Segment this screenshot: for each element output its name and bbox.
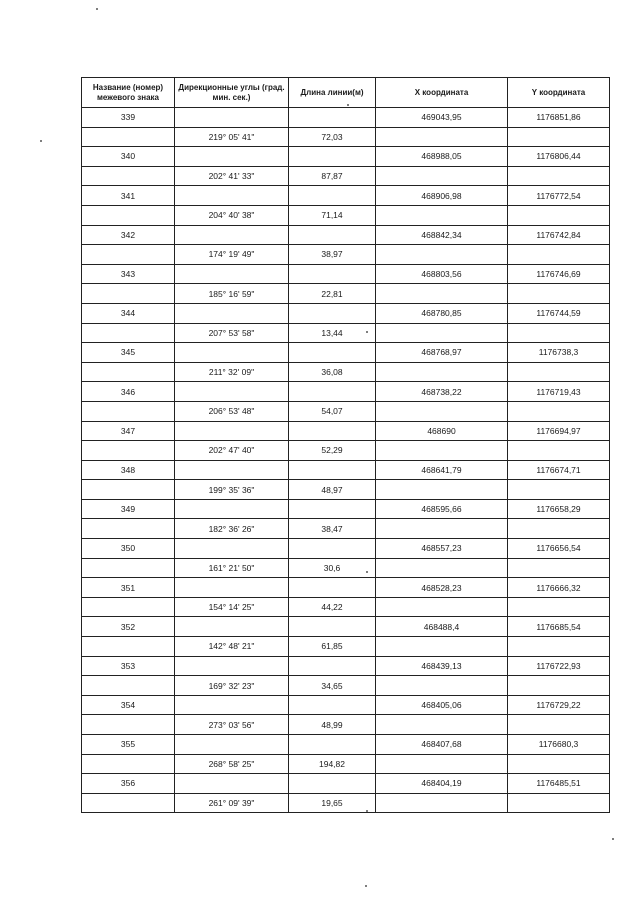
segment-row [82, 245, 610, 265]
angle-cell [175, 382, 289, 402]
line-length: 194,82 [289, 754, 376, 774]
direction-angle: 202° 41' 33" [175, 166, 289, 186]
point-row [82, 578, 610, 598]
point-row [82, 303, 610, 323]
point-row [82, 108, 610, 128]
point-row [82, 343, 610, 363]
x-coordinate [376, 323, 508, 343]
x-coordinate: 468595,66 [376, 499, 508, 519]
point-name [82, 205, 175, 225]
y-coordinate: 1176738,3 [508, 343, 610, 363]
direction-angle: 261° 09' 39" [175, 793, 289, 813]
point-row [82, 617, 610, 637]
length-cell [289, 735, 376, 755]
point-name: 340 [82, 147, 175, 167]
point-name [82, 637, 175, 657]
length-cell [289, 303, 376, 323]
length-cell [289, 539, 376, 559]
point-name: 348 [82, 460, 175, 480]
x-coordinate [376, 245, 508, 265]
point-name: 344 [82, 303, 175, 323]
x-coordinate [376, 519, 508, 539]
scan-speck [40, 140, 42, 142]
x-coordinate [376, 127, 508, 147]
length-cell [289, 186, 376, 206]
x-coordinate [376, 793, 508, 813]
y-coordinate [508, 362, 610, 382]
y-coordinate [508, 323, 610, 343]
x-coordinate: 468404,19 [376, 774, 508, 794]
direction-angle: 211° 32' 09" [175, 362, 289, 382]
x-coordinate [376, 362, 508, 382]
x-coordinate: 469043,95 [376, 108, 508, 128]
y-coordinate [508, 166, 610, 186]
angle-cell [175, 186, 289, 206]
direction-angle: 202° 47' 40" [175, 441, 289, 461]
length-cell [289, 617, 376, 637]
segment-row [82, 166, 610, 186]
y-coordinate [508, 127, 610, 147]
angle-cell [175, 225, 289, 245]
header-length: Длина линии(м) [289, 78, 376, 108]
segment-row [82, 597, 610, 617]
y-coordinate: 1176746,69 [508, 264, 610, 284]
x-coordinate [376, 480, 508, 500]
segment-row [82, 676, 610, 696]
line-length: 44,22 [289, 597, 376, 617]
y-coordinate: 1176656,54 [508, 539, 610, 559]
x-coordinate [376, 205, 508, 225]
x-coordinate [376, 558, 508, 578]
length-cell [289, 695, 376, 715]
y-coordinate [508, 480, 610, 500]
length-cell [289, 264, 376, 284]
point-row [82, 225, 610, 245]
x-coordinate [376, 441, 508, 461]
point-row [82, 382, 610, 402]
x-coordinate [376, 715, 508, 735]
angle-cell [175, 656, 289, 676]
angle-cell [175, 460, 289, 480]
point-name [82, 401, 175, 421]
line-length: 38,47 [289, 519, 376, 539]
segment-row [82, 519, 610, 539]
x-coordinate: 468803,56 [376, 264, 508, 284]
direction-angle: 182° 36' 26" [175, 519, 289, 539]
angle-cell [175, 774, 289, 794]
x-coordinate [376, 754, 508, 774]
x-coordinate [376, 401, 508, 421]
direction-angle: 161° 21' 50" [175, 558, 289, 578]
y-coordinate [508, 597, 610, 617]
segment-row [82, 558, 610, 578]
direction-angle: 185° 16' 59" [175, 284, 289, 304]
point-name: 342 [82, 225, 175, 245]
line-length: 30,6 [289, 558, 376, 578]
segment-row [82, 401, 610, 421]
y-coordinate: 1176851,86 [508, 108, 610, 128]
length-cell [289, 382, 376, 402]
point-name [82, 715, 175, 735]
length-cell [289, 578, 376, 598]
point-name [82, 284, 175, 304]
y-coordinate: 1176674,71 [508, 460, 610, 480]
point-row [82, 186, 610, 206]
point-name [82, 793, 175, 813]
y-coordinate [508, 245, 610, 265]
segment-row [82, 793, 610, 813]
y-coordinate [508, 676, 610, 696]
y-coordinate [508, 754, 610, 774]
line-length: 87,87 [289, 166, 376, 186]
segment-row [82, 480, 610, 500]
point-name: 356 [82, 774, 175, 794]
length-cell [289, 421, 376, 441]
scan-speck [366, 331, 368, 333]
direction-angle: 219° 05' 41" [175, 127, 289, 147]
line-length: 72,03 [289, 127, 376, 147]
segment-row [82, 127, 610, 147]
point-row [82, 695, 610, 715]
x-coordinate: 468690 [376, 421, 508, 441]
segment-row [82, 715, 610, 735]
y-coordinate: 1176742,84 [508, 225, 610, 245]
boundary-coordinates-table [81, 77, 610, 813]
point-name [82, 597, 175, 617]
direction-angle: 204° 40' 38" [175, 205, 289, 225]
direction-angle: 154° 14' 25" [175, 597, 289, 617]
line-length: 19,65 [289, 793, 376, 813]
y-coordinate: 1176685,54 [508, 617, 610, 637]
segment-row [82, 441, 610, 461]
y-coordinate [508, 558, 610, 578]
scan-speck [347, 104, 349, 106]
point-name [82, 754, 175, 774]
direction-angle: 169° 32' 23" [175, 676, 289, 696]
direction-angle: 206° 53' 48" [175, 401, 289, 421]
point-row [82, 264, 610, 284]
length-cell [289, 656, 376, 676]
point-name: 341 [82, 186, 175, 206]
angle-cell [175, 735, 289, 755]
angle-cell [175, 539, 289, 559]
x-coordinate: 468488,4 [376, 617, 508, 637]
x-coordinate: 468405,06 [376, 695, 508, 715]
x-coordinate [376, 597, 508, 617]
angle-cell [175, 617, 289, 637]
y-coordinate: 1176772,54 [508, 186, 610, 206]
line-length: 36,08 [289, 362, 376, 382]
x-coordinate: 468906,98 [376, 186, 508, 206]
x-coordinate [376, 676, 508, 696]
y-coordinate: 1176719,43 [508, 382, 610, 402]
direction-angle: 174° 19' 49" [175, 245, 289, 265]
point-name: 350 [82, 539, 175, 559]
line-length: 38,97 [289, 245, 376, 265]
direction-angle: 142° 48' 21" [175, 637, 289, 657]
line-length: 48,99 [289, 715, 376, 735]
segment-row [82, 284, 610, 304]
header-angles: Дирекционные углы (град. мин. сек.) [175, 78, 289, 108]
point-name [82, 676, 175, 696]
y-coordinate [508, 205, 610, 225]
y-coordinate: 1176658,29 [508, 499, 610, 519]
length-cell [289, 147, 376, 167]
y-coordinate: 1176666,32 [508, 578, 610, 598]
angle-cell [175, 421, 289, 441]
x-coordinate: 468738,22 [376, 382, 508, 402]
angle-cell [175, 343, 289, 363]
point-name: 339 [82, 108, 175, 128]
y-coordinate [508, 284, 610, 304]
point-name: 349 [82, 499, 175, 519]
direction-angle: 199° 35' 36" [175, 480, 289, 500]
point-name: 346 [82, 382, 175, 402]
point-row [82, 656, 610, 676]
header-name: Название (номер) межевого знака [82, 78, 175, 108]
y-coordinate [508, 519, 610, 539]
direction-angle: 207° 53' 58" [175, 323, 289, 343]
scan-speck [96, 8, 98, 10]
point-row [82, 499, 610, 519]
x-coordinate: 468641,79 [376, 460, 508, 480]
x-coordinate: 468780,85 [376, 303, 508, 323]
x-coordinate: 468842,34 [376, 225, 508, 245]
direction-angle: 273° 03' 56" [175, 715, 289, 735]
point-row [82, 539, 610, 559]
angle-cell [175, 264, 289, 284]
y-coordinate [508, 637, 610, 657]
scan-speck [366, 810, 368, 812]
segment-row [82, 323, 610, 343]
angle-cell [175, 303, 289, 323]
segment-row [82, 754, 610, 774]
point-name [82, 127, 175, 147]
y-coordinate [508, 793, 610, 813]
scan-speck [365, 885, 367, 887]
segment-row [82, 205, 610, 225]
y-coordinate: 1176680,3 [508, 735, 610, 755]
point-name [82, 166, 175, 186]
point-row [82, 460, 610, 480]
length-cell [289, 499, 376, 519]
point-name: 345 [82, 343, 175, 363]
point-name: 352 [82, 617, 175, 637]
table-header-row [82, 78, 610, 108]
point-name [82, 441, 175, 461]
x-coordinate: 468439,13 [376, 656, 508, 676]
angle-cell [175, 499, 289, 519]
length-cell [289, 108, 376, 128]
x-coordinate: 468557,23 [376, 539, 508, 559]
line-length: 13,44 [289, 323, 376, 343]
x-coordinate: 468407,68 [376, 735, 508, 755]
direction-angle: 268° 58' 25" [175, 754, 289, 774]
x-coordinate [376, 284, 508, 304]
line-length: 48,97 [289, 480, 376, 500]
point-name: 347 [82, 421, 175, 441]
y-coordinate: 1176744,59 [508, 303, 610, 323]
y-coordinate [508, 715, 610, 735]
y-coordinate: 1176729,22 [508, 695, 610, 715]
y-coordinate [508, 441, 610, 461]
x-coordinate [376, 637, 508, 657]
table-body [82, 108, 610, 813]
angle-cell [175, 108, 289, 128]
point-name [82, 519, 175, 539]
point-name: 351 [82, 578, 175, 598]
point-name: 354 [82, 695, 175, 715]
point-name [82, 362, 175, 382]
point-name [82, 323, 175, 343]
scan-speck [366, 571, 368, 573]
line-length: 52,29 [289, 441, 376, 461]
y-coordinate [508, 401, 610, 421]
length-cell [289, 460, 376, 480]
x-coordinate: 468768,97 [376, 343, 508, 363]
y-coordinate: 1176485,51 [508, 774, 610, 794]
point-name [82, 245, 175, 265]
y-coordinate: 1176806,44 [508, 147, 610, 167]
point-row [82, 774, 610, 794]
x-coordinate [376, 166, 508, 186]
y-coordinate: 1176722,93 [508, 656, 610, 676]
scan-speck [612, 838, 614, 840]
line-length: 71,14 [289, 205, 376, 225]
point-name: 353 [82, 656, 175, 676]
header-y: Y координата [508, 78, 610, 108]
angle-cell [175, 695, 289, 715]
length-cell [289, 774, 376, 794]
length-cell [289, 343, 376, 363]
line-length: 54,07 [289, 401, 376, 421]
length-cell [289, 225, 376, 245]
y-coordinate: 1176694,97 [508, 421, 610, 441]
line-length: 22,81 [289, 284, 376, 304]
point-row [82, 147, 610, 167]
point-name: 343 [82, 264, 175, 284]
angle-cell [175, 578, 289, 598]
segment-row [82, 362, 610, 382]
x-coordinate: 468528,23 [376, 578, 508, 598]
point-name: 355 [82, 735, 175, 755]
point-name [82, 558, 175, 578]
angle-cell [175, 147, 289, 167]
point-name [82, 480, 175, 500]
line-length: 61,85 [289, 637, 376, 657]
point-row [82, 421, 610, 441]
line-length: 34,65 [289, 676, 376, 696]
segment-row [82, 637, 610, 657]
point-row [82, 735, 610, 755]
header-x: X координата [376, 78, 508, 108]
x-coordinate: 468988,05 [376, 147, 508, 167]
